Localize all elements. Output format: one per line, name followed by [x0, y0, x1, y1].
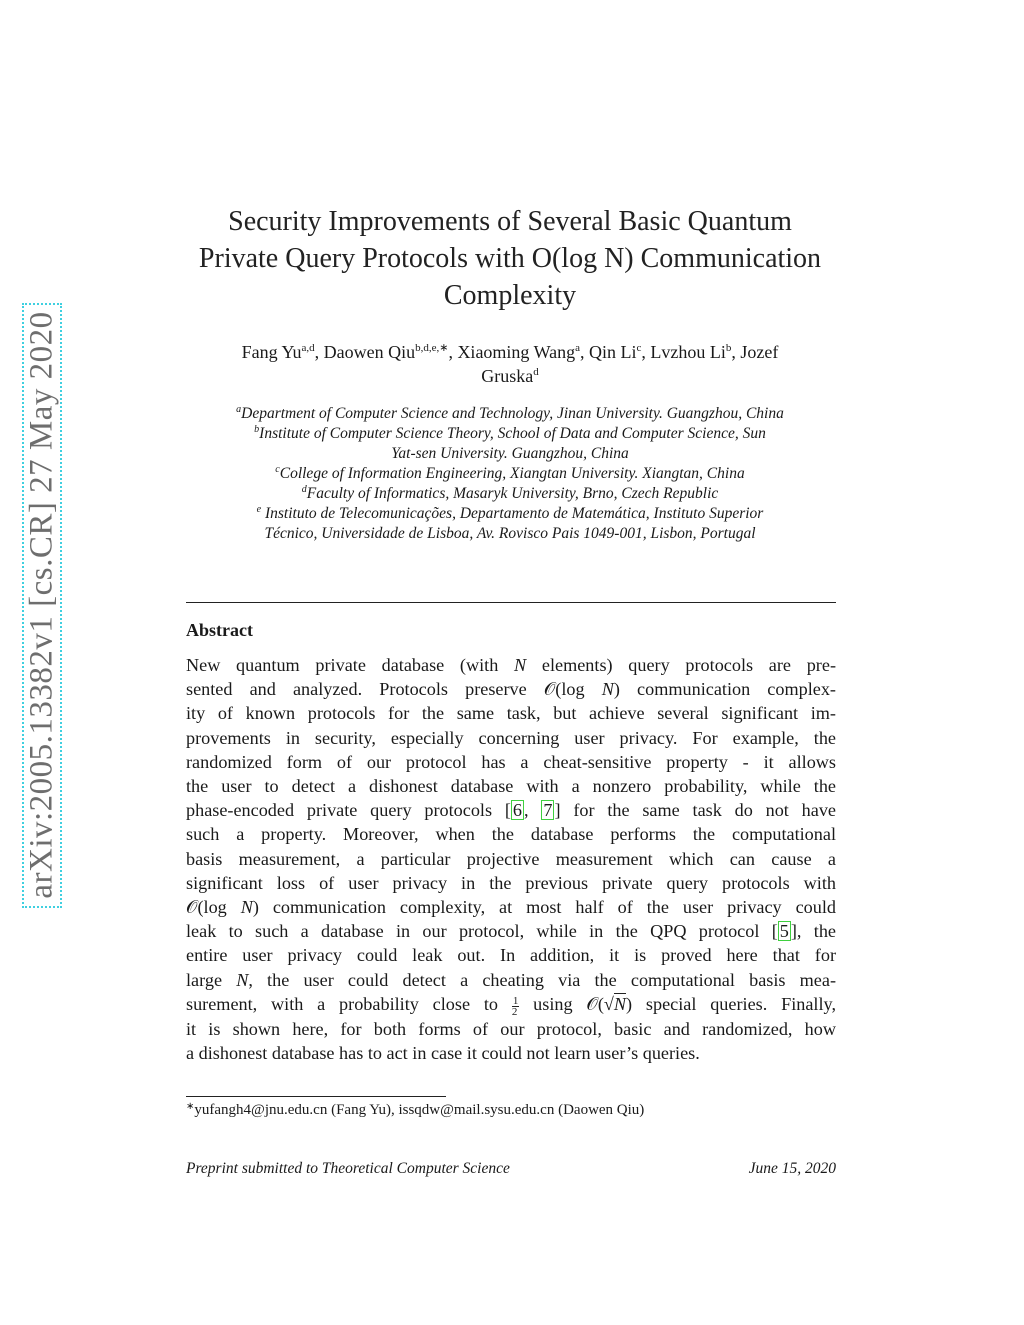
- author-name: Qin Li: [589, 342, 637, 362]
- abstract-line: leak to such a database in our protocol, while in the QPQ protocol [ 5 ], the: [186, 921, 836, 942]
- abstract-heading: Abstract: [186, 620, 253, 640]
- affil-text: Instituto de Telecomunicações, Departamento de Matemática, Instituto Superior: [264, 505, 764, 522]
- abstract-line: large N, the user could detect a cheating via the computational basis mea-: [186, 969, 836, 990]
- author-name: Lvzhou Li: [650, 342, 726, 362]
- citation-link-5[interactable]: 5: [779, 921, 789, 942]
- affiliation-b-cont: Yat-sen University. Guangzhou, China: [391, 445, 629, 462]
- affiliations: [180, 404, 840, 544]
- title-line: Security Improvements of Several Basic Quantum: [228, 206, 792, 237]
- affil-text: Faculty of Informatics, Masaryk University, Brno, Czech Republic: [306, 485, 719, 502]
- fraction-one-half: $\frac{1}{2}$: [511, 994, 519, 1018]
- abstract-line: entire user privacy could leak out. In addition, it is proved here that for: [186, 945, 836, 966]
- corresponding-author-footnote: [186, 1102, 644, 1119]
- author-name: Gruska: [481, 366, 534, 386]
- affiliation-a: [180, 404, 840, 424]
- abstract-body: [186, 653, 836, 1065]
- abstract-top-rule: [186, 602, 836, 603]
- abstract-line: randomized form of our protocol has a cheat-sensitive property - it allows: [186, 751, 836, 772]
- citation-link-6[interactable]: 6: [512, 800, 523, 821]
- affiliation-e: [180, 504, 840, 524]
- title-line: Private Query Protocols with O(log N) Communication: [198, 243, 822, 274]
- affil-sup: a: [236, 404, 242, 415]
- author-affil-sup: b,d,e,∗: [415, 342, 449, 354]
- author-affil-sup: c: [636, 342, 642, 354]
- author-name: Jozef: [740, 342, 779, 362]
- footnote-text: yufangh4@jnu.edu.cn (Fang Yu), issqdw@mail.sysu.edu.cn (Daowen Qiu): [194, 1102, 645, 1118]
- affiliation-c: [180, 464, 840, 484]
- author-name: Fang Yu: [241, 342, 302, 362]
- affiliation-b: [180, 424, 840, 444]
- affil-sup: d: [301, 484, 307, 495]
- title-line: Complexity: [443, 280, 577, 311]
- author-list: Fang Yu$^{a,d}$, Daowen Qiu$^{b,d,e,∗}$, Xiaoming Wang$^a$, Qin Li$^c$, Lvzhou Li$^b$, Jozef Gruska$^d$: [241, 342, 779, 386]
- author-affil-sup: b: [725, 342, 732, 354]
- author-name: Daowen Qiu: [323, 342, 416, 362]
- abstract-line: New quantum private database (with N elements) query protocols are pre-: [186, 655, 836, 675]
- affil-sup: b: [254, 424, 260, 435]
- footnote-rule: [186, 1096, 446, 1097]
- abstract-line: the user to detect a dishonest database with a nonzero probability, while the: [186, 776, 836, 797]
- abstract-line: such a property. Moreover, when the database performs the computational: [186, 824, 836, 845]
- author-name: Xiaoming Wang: [457, 342, 576, 362]
- footnote-mark: ∗: [186, 1101, 195, 1112]
- affiliation-d: [180, 484, 840, 504]
- abstract-line: ity of known protocols for the same task, but achieve several significant im-: [186, 703, 836, 724]
- abstract-line: provements in security, especially concerning user privacy. For example, the: [186, 727, 836, 748]
- author-affil-sup: a,d: [301, 342, 315, 354]
- abstract-line: significant loss of user privacy in the previous private query protocols with: [186, 872, 836, 893]
- affil-text: Institute of Computer Science Theory, School of Data and Computer Science, Sun: [259, 425, 766, 442]
- author-affil-sup: a: [575, 342, 581, 354]
- arxiv-identifier[interactable]: arXiv:2005.13382v1 [cs.CR] 27 May 2020: [23, 311, 60, 899]
- affil-sup: e: [256, 504, 262, 515]
- abstract-line: basis measurement, a particular projective measurement which can cause a: [186, 848, 836, 869]
- citation-link-7[interactable]: 7: [543, 800, 553, 821]
- abstract-line: sented and analyzed. Protocols preserve 𝒪(log N) communication complex-: [186, 679, 836, 700]
- affiliation-e-cont: Técnico, Universidade de Lisboa, Av. Rovisco Pais 1049-001, Lisbon, Portugal: [264, 525, 756, 542]
- abstract-line: surement, with a probability close to $\frac{1}{2}$ using 𝒪(√N) special queries. Finally,: [186, 993, 836, 1018]
- affil-text: Department of Computer Science and Technology, Jinan University. Guangzhou, China: [241, 405, 784, 422]
- paper-title: [180, 203, 840, 314]
- abstract-line: phase-encoded private query protocols [ 6 , 7 ] for the same task do not have: [186, 800, 836, 821]
- abstract-line: a dishonest database has to act in case it could not learn user’s queries.: [186, 1043, 700, 1064]
- affil-sup: c: [275, 464, 280, 475]
- abstract-line: 𝒪(log N) communication complexity, at most half of the user privacy could: [186, 897, 836, 918]
- affil-text: College of Information Engineering, Xiangtan University. Xiangtan, China: [279, 465, 745, 482]
- preprint-note: Preprint submitted to Theoretical Computer Science: [186, 1160, 510, 1177]
- abstract-line: it is shown here, for both forms of our protocol, basic and randomized, how: [186, 1018, 836, 1039]
- preprint-date: June 15, 2020: [748, 1160, 836, 1177]
- author-affil-sup: d: [533, 366, 539, 378]
